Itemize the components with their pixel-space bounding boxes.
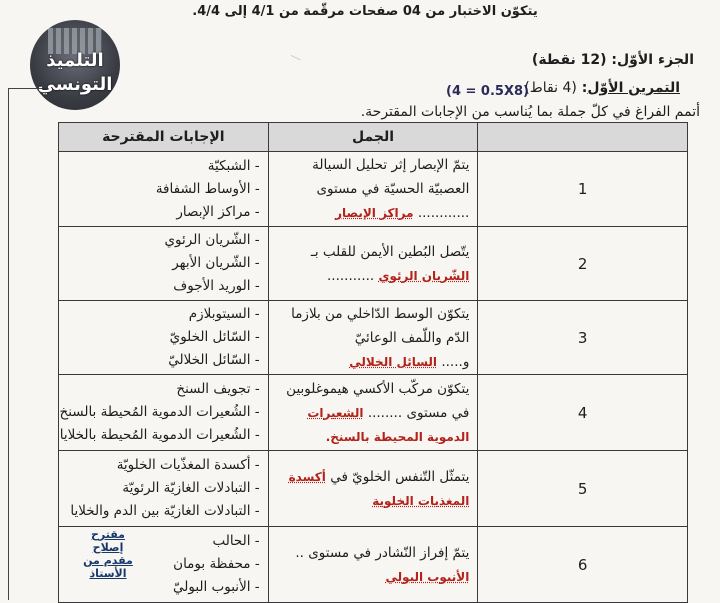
sentence-text: يتكوّن الوسط الدّاخلي من بلازما الدّم واللّمف الوعائيّ bbox=[291, 305, 470, 346]
sentence-text: يتكوّن مركّب الأكسي هيموغلوبين في مستوى bbox=[286, 380, 470, 421]
options-cell bbox=[59, 375, 269, 451]
points-formula: (4 = 0.5X8) bbox=[446, 84, 529, 99]
row-number: 1 bbox=[478, 152, 688, 227]
site-logo bbox=[30, 20, 120, 110]
sentence-cell bbox=[268, 375, 478, 451]
exercise-instruction: أتمم الفراغ في كلّ جملة بما يُناسب من الإجابات المقترحة. bbox=[360, 104, 700, 120]
options-cell bbox=[59, 152, 269, 227]
frame-border-left bbox=[8, 88, 9, 600]
correction-note bbox=[82, 528, 134, 580]
sentence-cell bbox=[268, 152, 478, 227]
part-title-text: الجزء الأوّل bbox=[617, 52, 694, 68]
option-item: - الشّريان الرئوي bbox=[164, 232, 260, 248]
options-cell bbox=[59, 227, 269, 301]
option-item: - الأوساط الشفافة bbox=[155, 180, 260, 197]
option-item: - الشُعيرات الدموية المُحيطة بالخلايا bbox=[59, 427, 260, 443]
sentence-text-continued: و bbox=[462, 353, 470, 370]
part-points: (12 نقطة) bbox=[531, 52, 607, 68]
table-row bbox=[59, 301, 688, 375]
options-cell bbox=[59, 301, 269, 375]
option-item: - السّائل الخلويّ bbox=[169, 329, 260, 345]
row-number: 4 bbox=[478, 375, 688, 451]
header-answers: الإجابات المقترحة bbox=[59, 123, 269, 152]
sentence-cell bbox=[268, 301, 478, 375]
row-number: 6 bbox=[478, 527, 688, 603]
blank-dots: .. bbox=[295, 544, 304, 561]
blank-dots: ..... bbox=[441, 353, 463, 370]
blank-dots: ........ bbox=[367, 404, 403, 421]
correction-note-line: الأستاذ bbox=[89, 567, 127, 580]
part-title: الجزء الأوّل: (12 نقطة) bbox=[531, 52, 694, 68]
exercise-points: (4 نقاط) bbox=[524, 80, 577, 96]
sentence-cell bbox=[268, 451, 478, 527]
handwritten-answer: الأنبوب البولي bbox=[385, 569, 470, 584]
option-item: - التبادلات الغازيّة بين الدم والخلايا bbox=[70, 503, 260, 519]
exercise-title: التمرين الأوّل: (4 نقاط) bbox=[524, 80, 680, 96]
sentence-text: يتمثّل التّنفس الخلويّ في bbox=[330, 468, 470, 485]
option-item: - مراكز الإبصار bbox=[176, 203, 260, 220]
options-cell bbox=[59, 451, 269, 527]
row-number: 5 bbox=[478, 451, 688, 527]
handwritten-answer: السائل الخلالي bbox=[349, 354, 438, 369]
row-number: 2 bbox=[478, 227, 688, 301]
sentence-cell bbox=[268, 227, 478, 301]
table-row bbox=[59, 451, 688, 527]
sentence-text: يتمّ الإبصار إثر تحليل السيالة العصبيّة الحسيّة في مستوى bbox=[312, 157, 470, 197]
frame-border-top bbox=[8, 88, 42, 89]
option-item: - الشبكيّة bbox=[207, 157, 260, 174]
logo-text-line1: التلميذ bbox=[46, 50, 104, 71]
handwritten-answer: مراكز الإبصار bbox=[335, 206, 414, 220]
blank-dots: ........... bbox=[326, 267, 375, 284]
correction-note-line: مقترح bbox=[91, 528, 125, 541]
row-number: 3 bbox=[478, 301, 688, 375]
handwritten-answer: أكسدة المغذيات الخلوية bbox=[288, 469, 470, 508]
option-item: - الحالب bbox=[212, 533, 260, 549]
option-item: - الأنبوب البوليّ bbox=[172, 579, 260, 595]
handwritten-answer-continued: الدموية المحيطة بالسنخ. bbox=[325, 429, 470, 444]
fill-in-table bbox=[58, 122, 688, 603]
sentence-text: يتمّ إفراز النّشادر في مستوى bbox=[308, 544, 470, 561]
table-row bbox=[59, 527, 688, 603]
exercise-title-text: التمرين الأوّل bbox=[587, 80, 680, 96]
faint-pencil-mark: — bbox=[287, 48, 305, 66]
logo-text-line2: التونسي bbox=[37, 74, 113, 95]
handwritten-answer: الشّريان الرئوي bbox=[378, 268, 470, 283]
sentence-cell bbox=[268, 527, 478, 603]
handwritten-answer: الشعيرات bbox=[307, 405, 364, 420]
table-row bbox=[59, 152, 688, 227]
option-item: - السيتوبلازم bbox=[188, 306, 260, 322]
table-row bbox=[59, 227, 688, 301]
header-spacer bbox=[478, 123, 688, 152]
option-item: - الوريد الأجوف bbox=[173, 278, 260, 294]
header-sentences: الجمل bbox=[268, 123, 478, 152]
correction-note-line: إصلاح bbox=[92, 541, 124, 554]
blank-dots: ............ bbox=[417, 205, 470, 221]
exam-pages-note: يتكوّن الاختبار من 04 صفحات مرقّمة من 4/1 إلى 4/4. bbox=[192, 4, 538, 19]
table-header-row bbox=[59, 123, 688, 152]
option-item: - أكسدة المغذّيات الخلويّة bbox=[116, 457, 260, 473]
correction-note-line: مقدم من bbox=[83, 554, 133, 567]
sentence-text: يتّصل البُطين الأيمن للقلب بـ bbox=[310, 243, 470, 260]
option-item: - التبادلات الغازيّة الرئويّة bbox=[122, 480, 260, 496]
table-row bbox=[59, 375, 688, 451]
option-item: - تجويف السنخ bbox=[176, 381, 260, 397]
option-item: - الشُعيرات الدموية المُحيطة بالسنخ bbox=[59, 404, 260, 420]
option-item: - الشّريان الأبهر bbox=[172, 255, 260, 271]
option-item: - السّائل الخلاليّ bbox=[168, 352, 260, 368]
option-item: - محفظة بومان bbox=[173, 556, 260, 572]
